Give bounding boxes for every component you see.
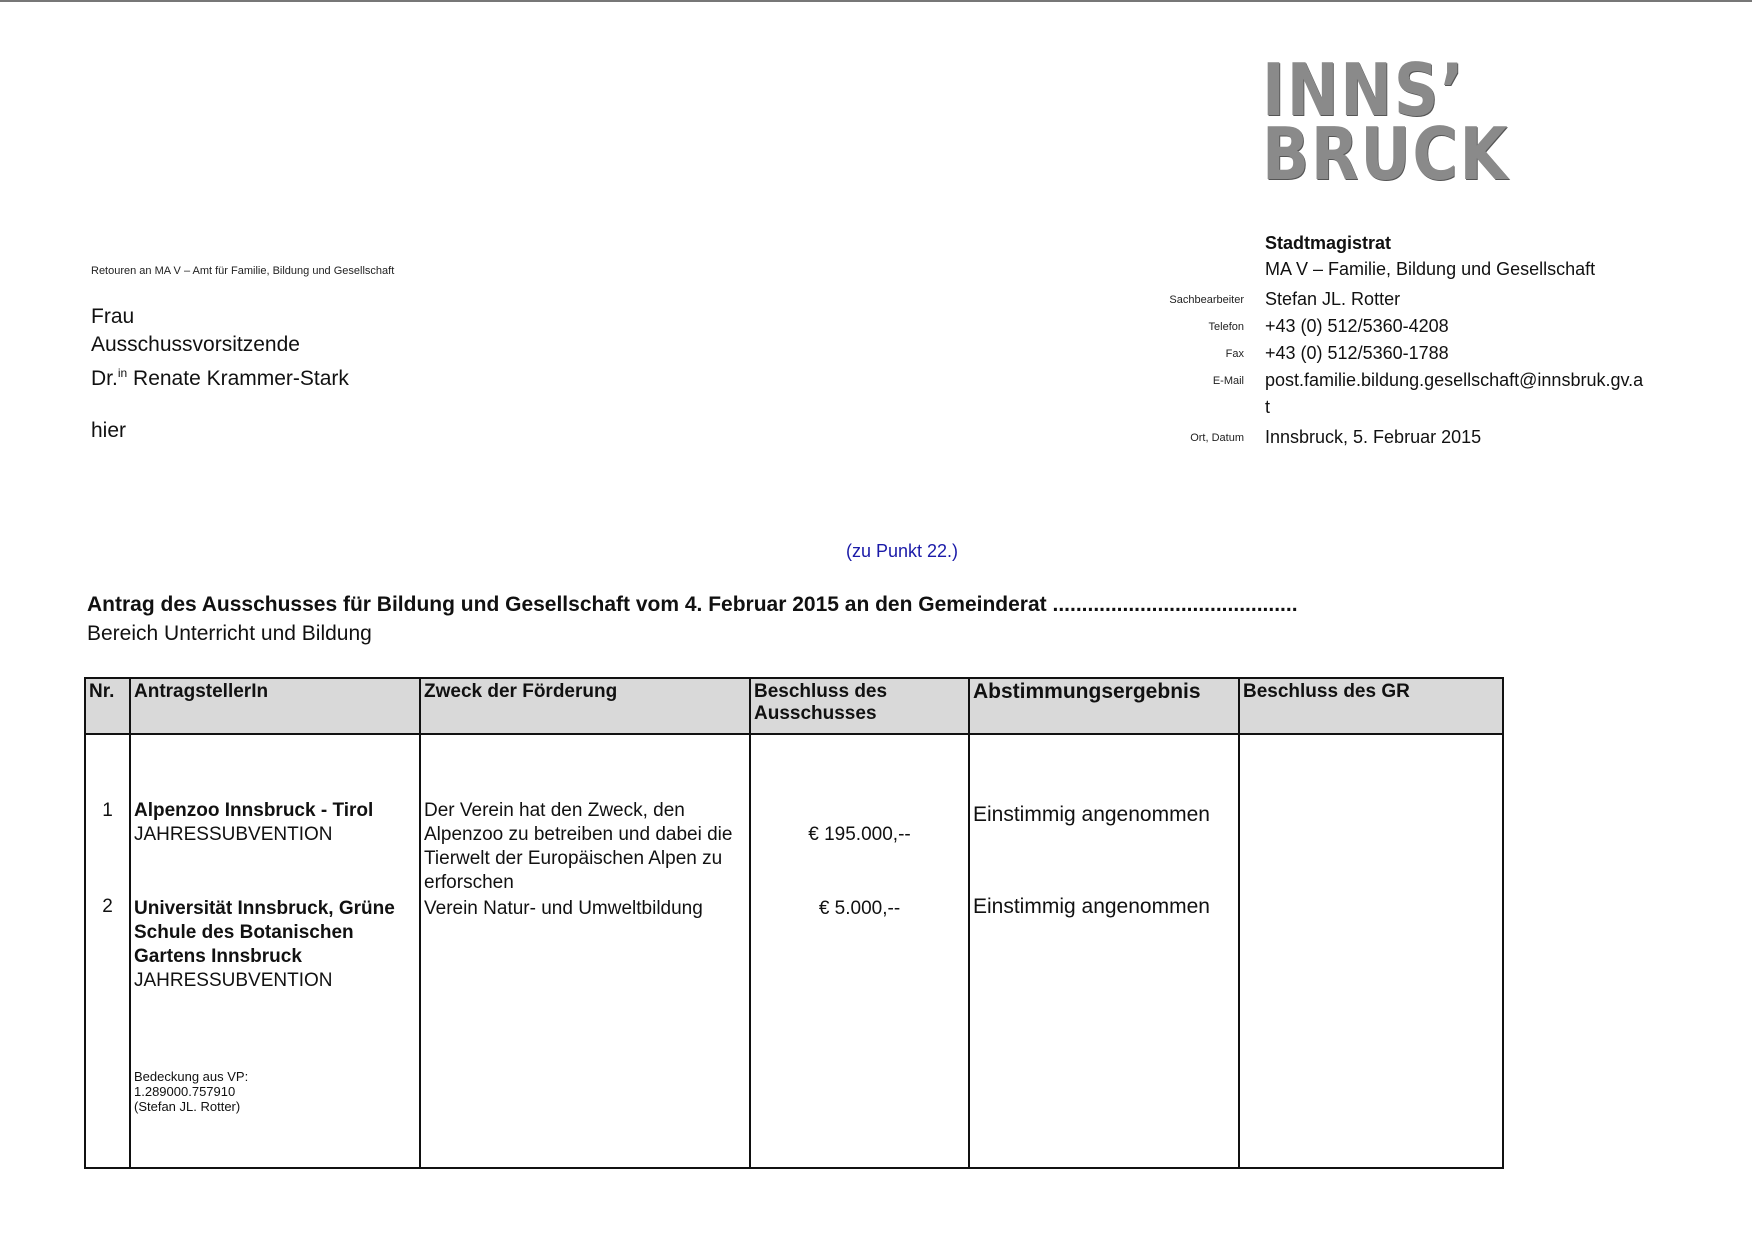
header-gr-decision: Beschluss des GR	[1239, 678, 1503, 734]
document-subtitle: Bereich Unterricht und Bildung	[87, 622, 372, 645]
table-spacer-row	[85, 734, 1503, 753]
coverage-label: Bedeckung aus VP:	[134, 1069, 249, 1084]
row-amount: € 195.000,--	[750, 753, 969, 895]
sender-row-phone	[1030, 313, 1730, 339]
sender-row-date	[1030, 424, 1730, 450]
row-purpose: Verein Natur- und Umweltbildung	[420, 895, 750, 1168]
sender-value: Stefan JL. Rotter	[1265, 289, 1401, 309]
sender-label: Sachbearbeiter	[1169, 294, 1244, 306]
row-nr: 1	[85, 753, 130, 895]
grants-table	[84, 677, 1504, 1169]
row-gr-decision	[1239, 753, 1503, 895]
applicant-name: Universität Innsbruck, Grüne Schule des Botanischen Gartens Innsbruck	[134, 898, 395, 967]
recipient-name: Renate Krammer-Stark	[133, 367, 349, 390]
recipient-line-2: Ausschussvorsitzende	[91, 333, 300, 356]
row-nr: 2	[85, 895, 130, 1168]
logo-line-2: BRUCK	[1262, 112, 1510, 196]
returns-line: Retouren an MA V – Amt für Familie, Bildung und Gesellschaft	[91, 265, 395, 277]
sender-row-fax	[1030, 340, 1730, 366]
budget-coverage	[134, 1069, 416, 1114]
innsbruck-logo	[1262, 48, 1549, 196]
scan-top-edge	[0, 0, 1752, 2]
recipient-hier: hier	[91, 419, 127, 442]
sender-label: Ort, Datum	[1190, 432, 1244, 444]
sender-department: MA V – Familie, Bildung und Gesellschaft	[1265, 259, 1596, 279]
recipient-title: Dr.	[91, 367, 118, 390]
sender-value: +43 (0) 512/5360-4208	[1265, 316, 1449, 336]
coverage-account: 1.289000.757910	[134, 1084, 236, 1099]
row-applicant	[130, 895, 420, 1168]
header-applicant: AntragstellerIn	[130, 678, 420, 734]
sender-label: E-Mail	[1212, 375, 1244, 387]
sender-value: Innsbruck, 5. Februar 2015	[1265, 427, 1482, 447]
recipient-name-line	[91, 359, 349, 393]
header-purpose: Zweck der Förderung	[420, 678, 750, 734]
recipient-address	[91, 303, 349, 445]
row-purpose: Der Verein hat den Zweck, den Alpenzoo zu betreiben und dabei die Tierwelt der Europäischen Alpen zu erforschen	[420, 753, 750, 895]
header-vote-result: Abstimmungsergebnis	[969, 678, 1239, 734]
applicant-type: JAHRESSUBVENTION	[134, 970, 333, 991]
row-amount: € 5.000,--	[750, 895, 969, 1168]
row-applicant	[130, 753, 420, 895]
table-row	[85, 753, 1503, 895]
agenda-point: (zu Punkt 22.)	[846, 541, 959, 561]
sender-org: Stadtmagistrat	[1265, 233, 1392, 253]
sender-value: +43 (0) 512/5360-1788	[1265, 343, 1449, 363]
sender-row-email	[1030, 367, 1730, 417]
row-result: Einstimmig angenommen	[969, 753, 1239, 895]
row-gr-decision	[1239, 895, 1503, 1168]
table-header-row	[85, 678, 1503, 734]
logo-line-1: INNS’	[1262, 48, 1466, 132]
sender-row-clerk	[1030, 286, 1730, 312]
row-result: Einstimmig angenommen	[969, 895, 1239, 1168]
applicant-name: Alpenzoo Innsbruck - Tirol	[134, 800, 374, 821]
table-row	[85, 895, 1503, 1168]
sender-label: Fax	[1225, 348, 1244, 360]
sender-label: Telefon	[1208, 321, 1244, 333]
recipient-title-sup: in	[117, 366, 128, 380]
applicant-type: JAHRESSUBVENTION	[134, 824, 333, 845]
document-title: Antrag des Ausschusses für Bildung und Gesellschaft vom 4. Februar 2015 an den Gemeinderat ..........................................	[87, 593, 1298, 616]
header-committee-decision: Beschluss des Ausschusses	[750, 678, 969, 734]
header-nr: Nr.	[85, 678, 130, 734]
coverage-person: (Stefan JL. Rotter)	[134, 1099, 241, 1114]
sender-value: post.familie.bildung.gesellschaft@innsbruk.gv.at	[1265, 370, 1644, 417]
recipient-line-1: Frau	[91, 305, 135, 328]
